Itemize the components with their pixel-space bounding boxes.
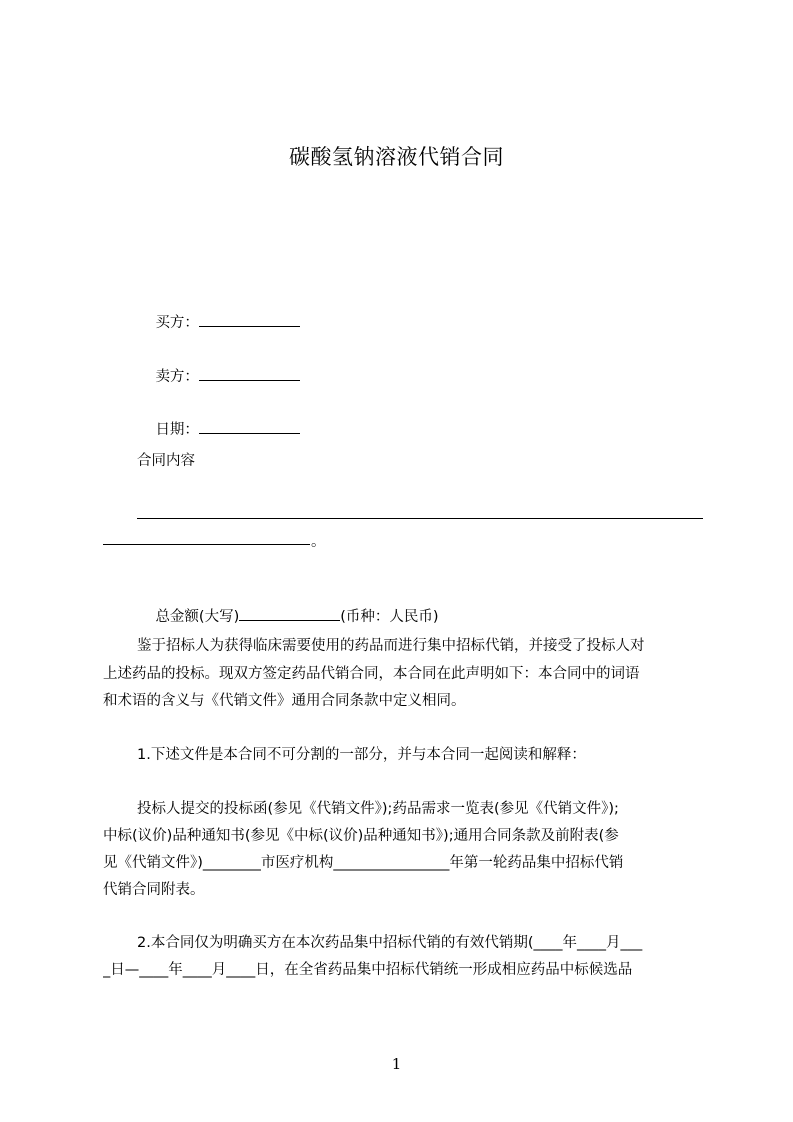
total-amount-blank	[239, 605, 340, 621]
date-label: 日期：	[155, 422, 199, 438]
para1-line-2: 上述药品的投标。现双方签定药品代销合同，本合同在此声明如下：本合同中的词语	[103, 666, 640, 682]
para1-line-3: 和术语的含义与《代销文件》通用合同条款中定义相同。	[103, 693, 466, 709]
seller-blank	[199, 365, 300, 381]
para2-line-2: 中标(议价)品种通知书(参见《中标(议价)品种通知书》);通用合同条款及前附表(参	[103, 828, 619, 844]
page-number: 1	[391, 1055, 402, 1073]
currency-note: (币种：人民币)	[340, 609, 439, 625]
content-blank-line-1	[137, 518, 703, 519]
seller-label: 卖方：	[155, 369, 199, 385]
buyer-label: 买方：	[155, 315, 199, 331]
item2-line-2: _日—____年____月____日，在全省药品集中招标代销统一形成相应药品中标候选品	[103, 962, 633, 978]
document-title: 碳酸氢钠溶液代销合同	[289, 145, 504, 169]
item2-line-1: 2.本合同仅为明确买方在本次药品集中招标代销的有效代销期(____年____月___	[137, 935, 643, 951]
para2-line-4: 代销合同附表。	[103, 882, 205, 898]
content-line-end: 。	[311, 534, 326, 550]
content-blank-line-2	[103, 544, 310, 545]
buyer-blank	[199, 311, 300, 327]
content-heading: 合同内容	[137, 453, 195, 469]
buyer-field	[137, 291, 300, 353]
item1-text: 1.下述文件是本合同不可分割的一部分，并与本合同一起阅读和解释：	[137, 747, 586, 763]
total-amount-label: 总金额(大写)	[155, 609, 240, 625]
date-blank	[199, 418, 300, 434]
para2-line-1: 投标人提交的投标函(参见《代销文件》);药品需求一览表(参见《代销文件》);	[137, 801, 619, 817]
para1-line-1: 鉴于招标人为获得临床需要使用的药品而进行集中招标代销，并接受了投标人对	[137, 638, 645, 654]
para2-line-3: 见《代销文件》)________市医疗机构________________年第一轮药品集中招标代销	[103, 855, 624, 871]
